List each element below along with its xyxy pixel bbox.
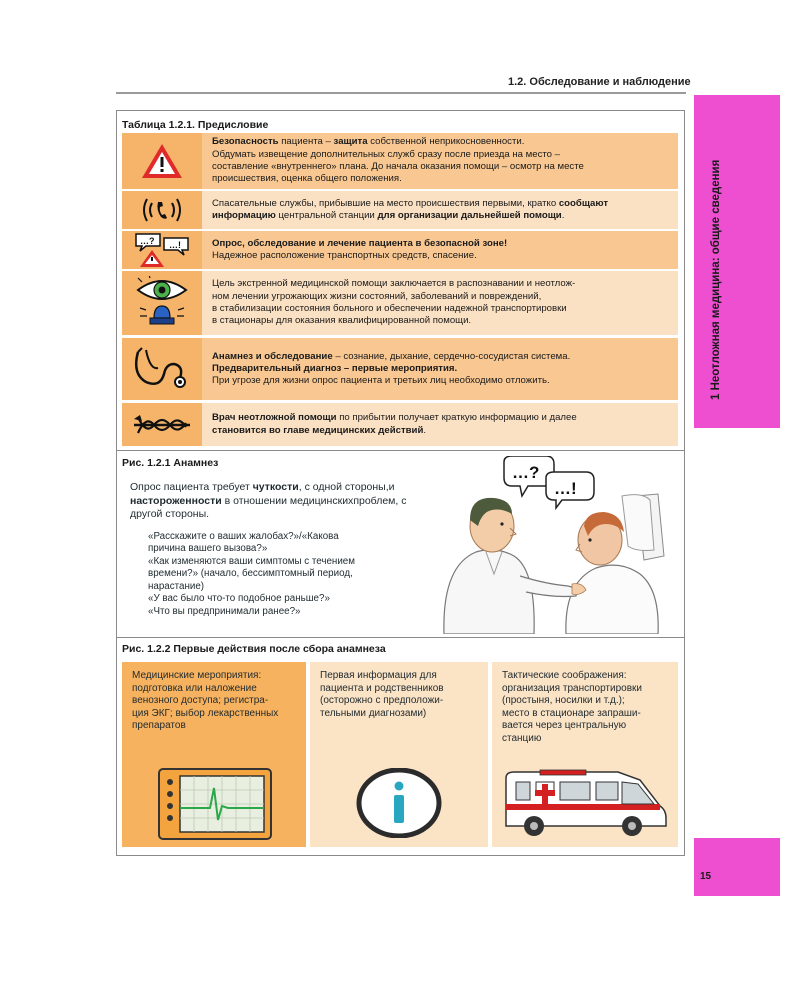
table-row-text — [202, 231, 678, 269]
panel-tactical — [492, 662, 678, 847]
text-line — [212, 161, 670, 173]
bold-text: информацию — [212, 210, 276, 221]
text-segment: собственной неприкосновенности. — [367, 136, 525, 148]
page-number: 15 — [700, 871, 712, 882]
table-row — [122, 133, 678, 189]
panel-text — [320, 670, 482, 720]
text-line — [212, 198, 670, 210]
panel-line: Первая информация для — [320, 670, 437, 681]
bubble-question-text: …? — [512, 463, 540, 482]
bold-text: для организации дальнейшей помощи — [377, 210, 562, 221]
panel-line: организация транспортировки — [502, 682, 642, 694]
text-segment: Цель экстренной медицинской помощи заключается в распознавании и неотлож- — [212, 278, 576, 290]
bold-text: Врач неотложной помощи — [212, 412, 337, 424]
table-row — [122, 231, 678, 269]
panel-line: Тактические соображения: — [502, 670, 627, 681]
bold-text: становится во главе медицинских действий — [212, 424, 424, 436]
section-divider — [117, 637, 684, 638]
warning-triangle-icon — [122, 133, 202, 189]
bold-text: Опрос, обследование и лечение пациента в безопасной зоне! — [212, 237, 508, 249]
first-actions-title: Рис. 1.2.2 Первые действия после сбора анамнеза — [122, 643, 386, 655]
table-row — [122, 338, 678, 400]
text-segment: . — [561, 210, 565, 221]
chapter-tab — [694, 95, 780, 428]
table-row — [122, 403, 678, 446]
text-line — [212, 250, 670, 262]
bubble-exclaim-text: …! — [554, 479, 577, 498]
stethoscope-icon — [122, 338, 202, 400]
bold-text: Анамнез и обследование — [212, 350, 333, 362]
ambulance-icon — [500, 766, 672, 840]
question-line: «Как изменяются ваши симптомы с течением — [148, 555, 355, 567]
anamnesis-intro — [130, 481, 430, 522]
panel-line: тельными диагнозами) — [320, 707, 427, 719]
text-line — [212, 363, 670, 375]
text-segment: Опрос пациента требует — [130, 481, 253, 493]
text-segment: в стабилизации состояния больного и обеспечении надежной транспортировки — [212, 303, 567, 314]
bold-text: сообщают — [558, 197, 609, 209]
text-segment: и — [388, 481, 395, 493]
panel-line: (осторожно с предположи- — [320, 695, 444, 706]
panel-medical — [122, 662, 306, 847]
eye-siren-icon — [122, 271, 202, 335]
panel-information — [310, 662, 488, 847]
ecg-monitor-icon — [158, 768, 272, 840]
panel-line: венозного доступа; регистра- — [132, 695, 269, 706]
question-line: «Расскажите о ваших жалобах?»/«Какова — [148, 531, 339, 542]
question-line: времени?» (начало, бессимптомный период, — [148, 568, 353, 580]
text-segment: – сознание, дыхание, сердечно-сосудистая система. — [332, 350, 571, 362]
text-line — [212, 375, 670, 387]
question-line: «У вас было что-то подобное раньше?» — [148, 593, 330, 605]
text-line — [130, 481, 389, 493]
panel-line: место в стационаре запраши- — [502, 707, 641, 719]
table-row-text — [202, 338, 678, 400]
text-line — [212, 210, 670, 222]
chapter-tab-label: 1 Неотложная медицина: общие сведения — [710, 159, 722, 400]
text-segment: ном лечении угрожающих жизни состояний, заболеваний и повреждений, — [212, 290, 542, 302]
text-line — [212, 425, 670, 437]
bold-text: Предварительный диагноз – первые мероприятия. — [212, 362, 458, 374]
text-segment: пациента – — [278, 136, 334, 148]
bold-text: защита — [333, 136, 368, 148]
text-line — [212, 303, 670, 315]
text-segment: по прибытии получает краткую информацию и далее — [336, 412, 577, 424]
text-segment: составление «внутреннего» плана. До начала оказания помощи – осмотр на месте — [212, 161, 584, 172]
bold-text: чуткости — [252, 481, 299, 493]
question-line: причина вашего вызова?» — [148, 543, 268, 555]
panel-text — [132, 670, 300, 733]
panel-line: препаратов — [132, 720, 186, 731]
phone-call-icon — [122, 191, 202, 229]
text-line — [212, 173, 670, 185]
panel-line: (простыня, носилки и т.д.); — [502, 695, 625, 706]
info-icon — [356, 768, 442, 838]
text-segment: проблем, с другой стороны. — [130, 494, 407, 521]
svg-text:…!: …! — [169, 240, 181, 250]
section-divider — [117, 450, 684, 451]
text-line — [212, 136, 670, 148]
header-rule — [116, 92, 686, 94]
text-line — [212, 278, 670, 290]
text-line — [212, 291, 670, 303]
question-line: нарастание) — [148, 580, 205, 592]
question-line: «Что вы предпринимали ранее?» — [148, 605, 301, 617]
panel-text — [502, 670, 672, 745]
bold-text: настороженности — [130, 494, 222, 507]
svg-text:…?: …? — [140, 236, 155, 246]
text-line — [212, 412, 670, 424]
text-segment: в отношении медицинских — [221, 494, 354, 507]
text-line — [212, 351, 670, 363]
text-segment: . — [423, 424, 427, 436]
text-segment: Спасательные службы, прибывшие на место происшествия первыми, кратко — [212, 197, 559, 209]
text-line — [212, 238, 670, 250]
table-row-text — [202, 191, 678, 229]
page-number-tab — [694, 838, 780, 896]
running-head: 1.2. Обследование и наблюдение — [508, 76, 691, 88]
bold-text: Безопасность — [212, 136, 279, 148]
text-line — [212, 315, 670, 327]
table-row-text — [202, 403, 678, 446]
text-segment: При угрозе для жизни опрос пациента и третьих лиц необходимо отложить. — [212, 375, 550, 387]
caduceus-icon — [122, 403, 202, 446]
panel-line: вается через центральную — [502, 720, 627, 731]
text-segment: происшествия, оценка общего положения. — [212, 173, 402, 185]
table-row — [122, 191, 678, 229]
table-title: Таблица 1.2.1. Предисловие — [122, 119, 269, 131]
text-segment: Надежное расположение транспортных средств, спасение. — [212, 250, 477, 261]
anamnesis-questions — [148, 531, 428, 618]
panel-line: ция ЭКГ; выбор лекарственных — [132, 707, 279, 719]
text-segment: центральной станции — [275, 210, 378, 221]
table-row — [122, 271, 678, 335]
speech-warning-icon — [122, 231, 202, 269]
panel-line: станцию — [502, 732, 542, 744]
text-line — [212, 149, 670, 161]
table-row-text — [202, 271, 678, 335]
text-segment: Обдумать извещение дополнительных служб сразу после приезда на место – — [212, 148, 560, 160]
panel-line: подготовка или наложение — [132, 682, 257, 694]
text-segment: , с одной стороны, — [298, 481, 389, 493]
panel-line: Медицинские мероприятия: — [132, 670, 262, 681]
doctor-patient-illustration — [436, 456, 680, 634]
table-row-text — [202, 133, 678, 189]
text-segment: в стационары для оказания квалифицированной помощи. — [212, 315, 472, 327]
anamnesis-title: Рис. 1.2.1 Анамнез — [122, 457, 219, 469]
panel-line: пациента и родственников — [320, 682, 444, 694]
